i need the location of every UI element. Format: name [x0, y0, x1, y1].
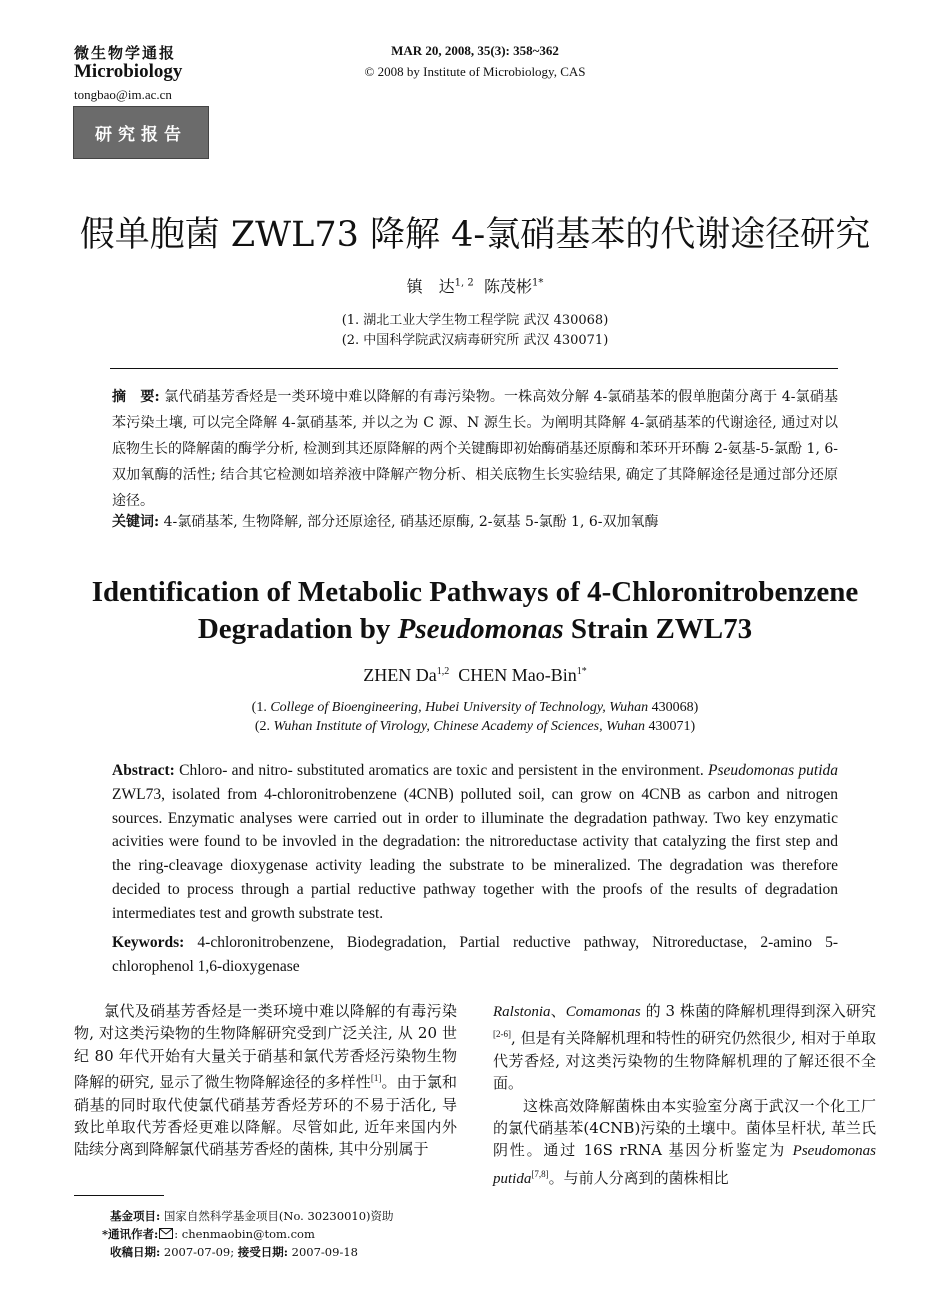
keywords-cn-label: 关键词:: [112, 514, 160, 530]
author-1-en: ZHEN Da: [363, 665, 437, 685]
title-en-line-1: Identification of Metabolic Pathways of 4-Chloronitrobenzene: [91, 576, 859, 608]
issue-info: MAR 20, 2008, 35(3): 358~362: [391, 43, 559, 58]
author-2-cn: 陈茂彬: [483, 277, 532, 296]
author-2-cn-sup: 1*: [531, 277, 544, 289]
affiliation-1-cn: (1. 湖北工业大学生物工程学院 武汉 430068): [341, 313, 609, 328]
envelope-icon: [159, 1228, 173, 1239]
affiliation-1-en: (1. College of Bioengineering, Hubei University of Technology, Wuhan 430068): [251, 700, 699, 715]
abstract-en: Abstract: Chloro- and nitro- substituted aromatics are toxic and persistent in the environment. Pseudomonas putida ZWL73, isolated from 4-chloronitrobenzene (4CNB) polluted soil, can grow on 4CNB as carbon and nitrogen sources. Enzymatic analyses were carried out in order to illuminate the degradation pathway. Two key enzymatic acivities were found to be invovled in the degradation: the nitroreductase activity that catalyzing the first step and the ring-cleavage dioxygenase activity leading the substrate to be mineralized. The degradation was therefore decided to process through a partial reductive pathway together with the proofs of the results of degradation intermediates test and growth substrate test.: [112, 762, 839, 922]
keywords-en-text: 4-chloronitrobenzene, Biodegradation, Partial reductive pathway, Nitroreductase, 2-amino 5-chlorophenol 1,6-dioxygenase: [112, 934, 838, 975]
footnote-rule: [74, 1195, 164, 1196]
abstract-cn: [112, 384, 838, 514]
footnote-corresponding: *通讯作者: : chenmaobin@tom.com: [102, 1227, 315, 1241]
body-column-right: [493, 1000, 876, 1190]
author-2-en: CHEN Mao-Bin: [458, 665, 577, 685]
divider: [110, 368, 838, 369]
author-1-cn-sup: 1, 2: [454, 277, 474, 289]
authors-cn: [0, 274, 950, 297]
body-column-left: [74, 1000, 457, 1161]
author-2-en-sup: 1*: [576, 666, 587, 677]
body-paragraph: 氯代及硝基芳香烃是一类环境中难以降解的有毒污染物, 对这类污染物的生物降解研究受到广泛关注, 从 20 世纪 80 年代开始有大量关于硝基和氯代芳香烃污染物生物降解的研究, 显示了微生物降解途径的多样性[1]。由于氯和硝基的同时取代使氯代硝基芳香烃芳环的不易于活化, 导致比单取代芳香烃更难以降解。尽管如此, 近年来国内外陆续分离到降解氯代硝基芳香烃的菌株, 其中分别属于: [74, 1002, 457, 1159]
abstract-en-label: Abstract:: [112, 762, 175, 779]
body-paragraph: Ralstonia、Comamonas 的 3 株菌的降解机理得到深入研究[2-6], 但是有关降解机理和特性的研究仍然很少, 相对于单取代芳香烃, 对这类污染物的生物降解机理的了解还很不全面。: [493, 1002, 876, 1093]
copyright: © 2008 by Institute of Microbiology, CAS: [364, 64, 586, 79]
journal-name-en: Microbiology: [74, 61, 183, 82]
section-tag: 研究报告: [73, 106, 209, 159]
affiliation-2-en: (2. Wuhan Institute of Virology, Chinese Academy of Sciences, Wuhan 430071): [254, 719, 696, 734]
affiliation-2-cn: (2. 中国科学院武汉病毒研究所 武汉 430071): [341, 333, 609, 348]
journal-name-cn: 微生物学通报: [74, 44, 177, 62]
footnote-dates: 收稿日期: 2007-07-09; 接受日期: 2007-09-18: [110, 1245, 358, 1259]
keywords-cn: [112, 511, 838, 533]
footnote-fund: 基金项目: 国家自然科学基金项目(No. 30230010)资助: [110, 1209, 394, 1223]
title-cn: 假单胞菌 ZWL73 降解 4-氯硝基苯的代谢途径研究: [79, 215, 871, 255]
title-en: [40, 574, 910, 648]
keywords-en: [112, 931, 838, 979]
title-en-line-2: Degradation by Pseudomonas Strain ZWL73: [197, 613, 753, 645]
body-paragraph: 这株高效降解菌株由本实验室分离于武汉一个化工厂的氯代硝基苯(4CNB)污染的土壤中。菌体呈杆状, 革兰氏阴性。通过 16S rRNA 基因分析鉴定为 Pseudomonas putida[7,8]。与前人分离到的菌株相比: [493, 1096, 876, 1187]
author-1-cn: 镇 达: [406, 277, 455, 296]
keywords-en-label: Keywords:: [112, 934, 185, 951]
journal-email: tongbao@im.ac.cn: [74, 87, 172, 102]
author-1-en-sup: 1,2: [436, 666, 450, 677]
abstract-cn-text: 氯代硝基芳香烃是一类环境中难以降解的有毒污染物。一株高效分解 4-氯硝基苯的假单胞菌分离于 4-氯硝基苯污染土壤, 可以完全降解 4-氯硝基苯, 并以之为 C 源、N 源生长。为阐明其降解 4-氯硝基苯的代谢途径, 通过对以底物生长的降解菌的酶学分析, 检测到其还原降解的两个关键酶即初始酶硝基还原酶和苯环开环酶 2-氨基-5-氯酚 1, 6-双加氧酶的活性; 结合其它检测如培养液中降解产物分析、相关底物生长实验结果, 确定了其降解途径是通过部分还原途径。: [112, 389, 838, 509]
authors-en: [0, 665, 950, 686]
abstract-cn-label: 摘 要:: [112, 389, 160, 405]
keywords-cn-text: 4-氯硝基苯, 生物降解, 部分还原途径, 硝基还原酶, 2-氨基 5-氯酚 1, 6-双加氧酶: [163, 514, 659, 530]
